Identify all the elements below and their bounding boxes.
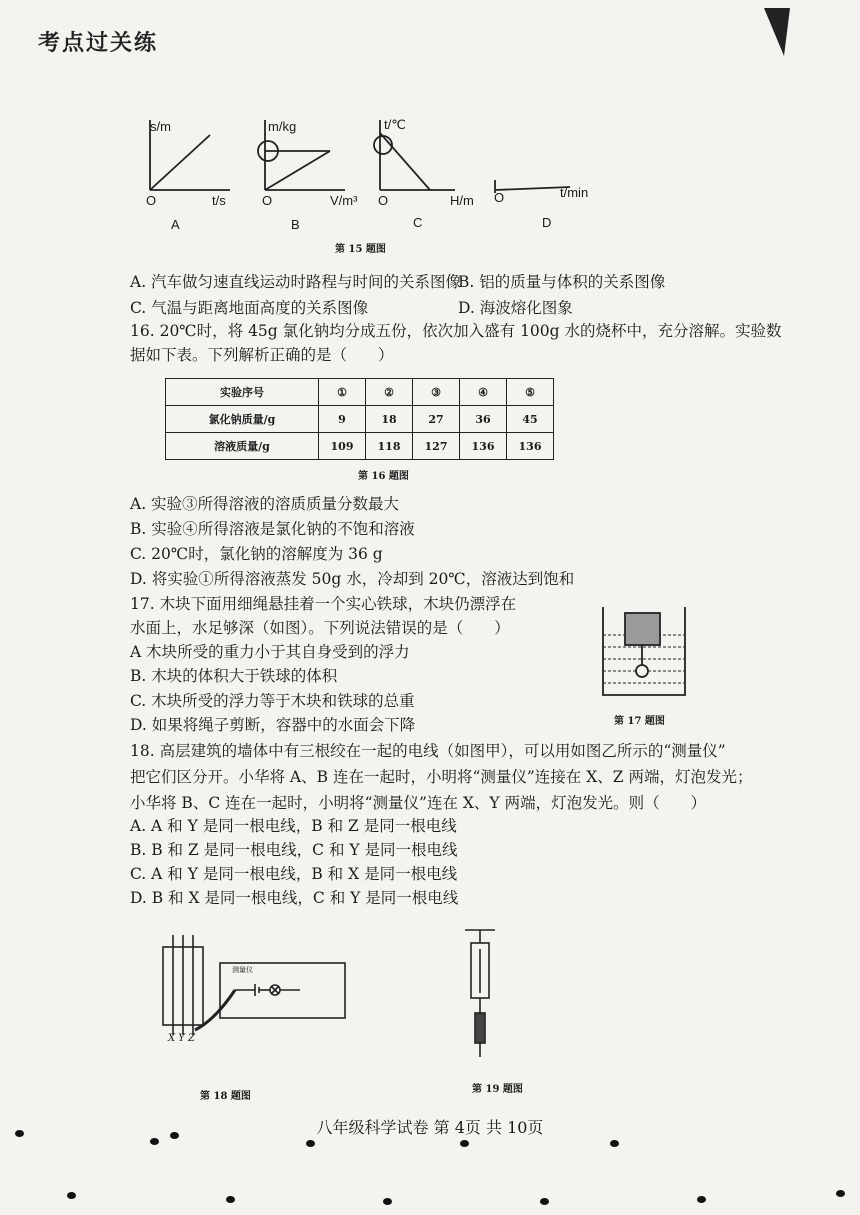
graph-c-origin: O	[378, 193, 389, 208]
binding-dot	[150, 1138, 159, 1145]
q17-option-c: C. 木块所受的浮力等于木块和铁球的总重	[130, 692, 415, 710]
binding-dot	[170, 1132, 179, 1139]
binding-dot	[383, 1198, 392, 1205]
binding-dot	[67, 1192, 76, 1199]
wood-block	[625, 613, 660, 645]
graph-c-y-label: t/℃	[384, 117, 406, 132]
header-title: 考点过关练	[38, 30, 159, 56]
graph-a-origin: O	[146, 193, 157, 208]
graph-b-x-label: V/m³	[330, 193, 358, 208]
table-row	[166, 433, 554, 460]
table-cell: 136	[507, 433, 554, 460]
graph-c-label: C	[413, 215, 423, 230]
q15-option-d: D. 海波熔化图象	[458, 299, 573, 317]
binding-dot	[15, 1130, 24, 1137]
q16-option-b: B. 实验④所得溶液是氯化钠的不饱和溶液	[130, 520, 415, 538]
q18-option-b: B. B 和 Z 是同一根电线，C 和 Y 是同一根电线	[130, 841, 458, 859]
table-row	[166, 406, 554, 433]
q18-stem-3: 小华将 B、C 连在一起时，小明将“测量仪”连在 X、Y 两端，灯泡发光。则（ ）	[130, 794, 707, 812]
binding-dot	[306, 1140, 315, 1147]
binding-dot	[836, 1190, 845, 1197]
q17-option-d: D. 如果将绳子剪断，容器中的水面会下降	[130, 716, 416, 734]
q19-caption: 第 19 题图	[472, 1084, 523, 1095]
graph-b-label: B	[291, 217, 300, 232]
graph-d-x-label: t/min	[560, 185, 589, 200]
table-header-cell: ②	[366, 379, 413, 406]
q17-option-a: A 木块所受的重力小于其自身受到的浮力	[130, 643, 410, 661]
graph-c-x-label: H/m	[450, 193, 474, 208]
table-cell: 127	[413, 433, 460, 460]
graph-b-y-label: m/kg	[268, 119, 297, 134]
table-header-cell: ③	[413, 379, 460, 406]
graph-c-line	[380, 133, 430, 190]
q16-table	[165, 378, 554, 460]
q17-caption: 第 17 题图	[614, 716, 665, 727]
q16-option-d: D. 将实验①所得溶液蒸发 50g 水，冷却到 20℃，溶液达到饱和	[130, 570, 575, 588]
q18-option-a: A. A 和 Y 是同一根电线，B 和 Z 是同一根电线	[130, 817, 457, 835]
table-cell: 9	[319, 406, 366, 433]
iron-ball	[636, 665, 648, 677]
page-footer: 八年级科学试卷 第 4页 共 10页	[316, 1118, 544, 1137]
binding-dot	[460, 1140, 469, 1147]
table-header-row	[166, 379, 554, 406]
q18-option-d: D. B 和 X 是同一根电线，C 和 Y 是同一根电线	[130, 889, 459, 907]
q17-option-b: B. 木块的体积大于铁球的体积	[130, 667, 338, 685]
q18-stem-2: 把它们区分开。小华将 A、B 连在一起时，小明将“测量仪”连接在 X、Z 两端，灯泡发光；	[130, 768, 753, 786]
table-cell: 118	[366, 433, 413, 460]
q17-figure	[600, 605, 690, 700]
q16-option-c: C. 20℃时，氯化钠的溶解度为 36 g	[130, 545, 383, 563]
q15-option-c: C. 气温与距离地面高度的关系图像	[130, 299, 369, 317]
q15-caption: 第 15 题图	[335, 244, 386, 255]
table-cell: 氯化钠质量/g	[166, 406, 319, 433]
table-cell: 136	[460, 433, 507, 460]
table-header-cell: 实验序号	[166, 379, 319, 406]
binding-dot	[226, 1196, 235, 1203]
q16-caption: 第 16 题图	[358, 471, 409, 482]
q18-stem-1: 18. 高层建筑的墙体中有三根绞在一起的电线（如图甲），可以用如图乙所示的“测量仪”	[130, 742, 726, 760]
table-header-cell: ⑤	[507, 379, 554, 406]
table-header-cell: ①	[319, 379, 366, 406]
table-cell: 溶液质量/g	[166, 433, 319, 460]
q17-stem-2: 水面上，水足够深（如图）。下列说法错误的是（ ）	[130, 619, 510, 637]
table-cell: 45	[507, 406, 554, 433]
graph-d-label: D	[542, 215, 552, 230]
q16-option-a: A. 实验③所得溶液的溶质质量分数最大	[130, 495, 400, 513]
wire-labels: X Y Z	[168, 1033, 196, 1044]
q19-figure	[460, 925, 510, 1065]
table-cell: 109	[319, 433, 366, 460]
q15-option-a: A. 汽车做匀速直线运动时路程与时间的关系图像	[130, 273, 462, 291]
graph-a-line	[150, 135, 210, 190]
meter-label: 测量仪	[232, 966, 253, 974]
q15-option-b: B. 铝的质量与体积的关系图像	[458, 273, 666, 291]
graph-a-y-label: s/m	[150, 119, 171, 134]
corner-mark	[764, 8, 790, 56]
binding-dot	[540, 1198, 549, 1205]
q18-caption: 第 18 题图	[200, 1091, 251, 1102]
q17-stem-1: 17. 木块下面用细绳悬挂着一个实心铁球，木块仍漂浮在	[130, 595, 517, 613]
graph-d-origin: O	[494, 190, 505, 205]
graph-a-x-label: t/s	[212, 193, 226, 208]
binding-dot	[697, 1196, 706, 1203]
q16-stem-2: 据如下表。下列解析正确的是（ ）	[130, 346, 394, 364]
graph-b-origin: O	[262, 193, 273, 208]
table-cell: 18	[366, 406, 413, 433]
table-header-cell: ④	[460, 379, 507, 406]
q16-stem-1: 16. 20℃时，将 45g 氯化钠均分成五份，依次加入盛有 100g 水的烧杯中，充分溶解。实验数	[130, 322, 782, 340]
binding-dot	[610, 1140, 619, 1147]
q18-option-c: C. A 和 Y 是同一根电线，B 和 X 是同一根电线	[130, 865, 458, 883]
table-cell: 36	[460, 406, 507, 433]
graph-a-label: A	[171, 217, 180, 232]
table-cell: 27	[413, 406, 460, 433]
